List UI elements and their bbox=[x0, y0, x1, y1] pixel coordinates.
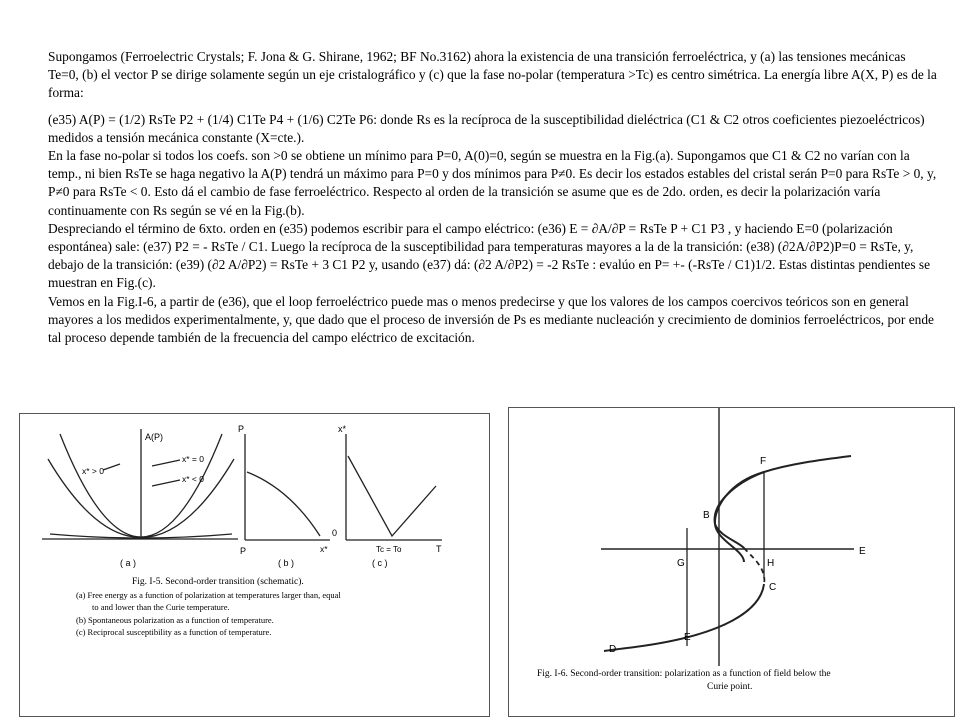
paragraph-intro: Supongamos (Ferroelectric Crystals; F. Jona & G. Shirane, 1962; BF No.3162) ahora la existencia de una transición ferroeléctrica, y (a) las tensiones mecánicas Te=0, (b) el vector P se dirige solamente según un eje cristalográfico y (c) que la fase no-polar (temperatura >Tc) es centro simétrica. La energía libre A(X, P) es de la forma: bbox=[48, 49, 937, 101]
figure-i6-caption-line2: Curie point. bbox=[707, 682, 753, 692]
curve-to-b bbox=[715, 472, 764, 524]
label-c: C bbox=[769, 582, 777, 593]
figure-i5-caption-a2: to and lower than the Curie temperature. bbox=[92, 602, 230, 612]
panel-c-ylabel: x* bbox=[338, 424, 347, 434]
panel-b-tag: ( b ) bbox=[278, 558, 295, 568]
panel-c-xlabel: T bbox=[436, 544, 442, 554]
legend-x-negative: x* < 0 bbox=[182, 474, 204, 484]
label-e-axis: E bbox=[859, 546, 866, 557]
label-g: G bbox=[677, 558, 685, 569]
figure-i5-caption-a1: (a) Free energy as a function of polarization at temperatures larger than, equal bbox=[76, 590, 341, 600]
panel-b-zero: 0 bbox=[332, 528, 338, 538]
leader-2 bbox=[152, 460, 180, 466]
panel-c bbox=[346, 434, 442, 540]
curve-reciprocal-susceptibility bbox=[348, 456, 436, 536]
panel-a bbox=[42, 429, 238, 539]
leader-3 bbox=[152, 480, 180, 486]
leader-1 bbox=[103, 464, 120, 470]
label-f: F bbox=[760, 456, 767, 467]
panel-b-xlabel: x* bbox=[320, 544, 328, 554]
lower-branch bbox=[627, 584, 764, 648]
curve-spontaneous-polarization bbox=[247, 472, 320, 536]
legend-x-zero: x* = 0 bbox=[182, 454, 204, 464]
panel-a-ylabel: A(P) bbox=[145, 432, 163, 442]
upper-branch-extension bbox=[764, 456, 851, 472]
dashed-segment bbox=[744, 548, 764, 584]
figure-i5-caption-c: (c) Reciprocal susceptibility as a function of temperature. bbox=[76, 627, 272, 637]
panel-c-tc: Tc = To bbox=[376, 545, 402, 554]
article-text bbox=[48, 48, 938, 347]
paragraph-loop: Vemos en la Fig.I-6, a partir de (e36), que el loop ferroeléctrico puede mas o menos predecirse y que los valores de los campos coercivos teóricos son en general mayores a los medidos experimentalmente, y, que dado que el proceso de inversión de Ps es mediante nucleación y crecimiento de dominios ferroeléctricos, por ende tal proceso depende también de la frecuencia del campo eléctrico de excitación. bbox=[48, 293, 934, 346]
paragraph-nonpolar: En la fase no-polar si todos los coefs. son >0 se obtiene un mínimo para P=0, A(0)=0, según se muestra en la Fig.(a). Supongamos que C1 & C2 no varían con la temp., ni bien RsTe se haga negativo la A(P) tendrá un máximo para P=0 y dos mínimos para P≠0. Es decir los estados estables del cristal serán P=0 para RsTe > 0, y, P≠0 para RsTe < 0. Esto dá el cambio de fase ferroeléctrico. Respecto al orden de la transición se asume que es de 2do. orden, es decir la polarización varía continuamente con Rs según se vé en la Fig.(b). bbox=[48, 148, 937, 218]
label-e-low: E bbox=[684, 632, 691, 643]
label-h: H bbox=[767, 558, 775, 569]
hysteresis-loop bbox=[604, 456, 851, 651]
paragraph-field: Despreciando el término de 6xto. orden en (e35) podemos escribir para el campo eléctrico: (e36) E = ∂A/∂P = RsTe P + C1 P3 , y haciendo E=0 (polarización espontánea) sale: (e37) P2 = - RsTe / C1. Luego la recíproca de la susceptibilidad para temperaturas mayores a la de la transición: (e38) (∂2A/∂P2)P=0 = RsTe, y, debajo de la transición: (e39) (∂2 A/∂P2) = RsTe + 3 C1 P2 y, usando (e37) dá: (∂2 A/∂P2) = -2 RsTe : evalúo en P= +- (-RsTe / C1)1/2. Estas distintas pendientes se muestran en Fig.(c). bbox=[48, 220, 931, 291]
figure-i6-caption-line1: Fig. I-6. Second-order transition: polarization as a function of field below the bbox=[537, 669, 831, 679]
panel-b bbox=[245, 434, 330, 540]
coercive-lines bbox=[687, 472, 764, 646]
panel-a-xlabel: P bbox=[240, 546, 247, 556]
panel-b-ylabel: P bbox=[238, 424, 245, 434]
panel-c-tag: ( c ) bbox=[372, 558, 388, 568]
figure-i5-drawing bbox=[20, 414, 489, 716]
label-d: D bbox=[609, 644, 617, 655]
paragraph-e35: (e35) A(P) = (1/2) RsTe P2 + (1/4) C1Te P4 + (1/6) C2Te P6: donde Rs es la recíproca de la susceptibilidad dieléctrica (C1 & C2 otros coeficientes piezoeléctricos) medidos a tensión mecánica constante (X=cte.). bbox=[48, 111, 925, 145]
figure-i5-caption-b: (b) Spontaneous polarization as a function of temperature. bbox=[76, 615, 274, 625]
dashed-unstable-branch bbox=[744, 548, 764, 584]
legend-x-positive: x* > 0 bbox=[82, 466, 104, 476]
figure-i6 bbox=[508, 407, 955, 717]
figure-i5-caption-title: Fig. I-5. Second-order transition (schematic). bbox=[132, 577, 304, 587]
panel-a-tag: ( a ) bbox=[120, 558, 137, 568]
label-b: B bbox=[703, 510, 710, 521]
figure-i6-drawing bbox=[509, 408, 954, 716]
figure-i5 bbox=[19, 413, 490, 717]
